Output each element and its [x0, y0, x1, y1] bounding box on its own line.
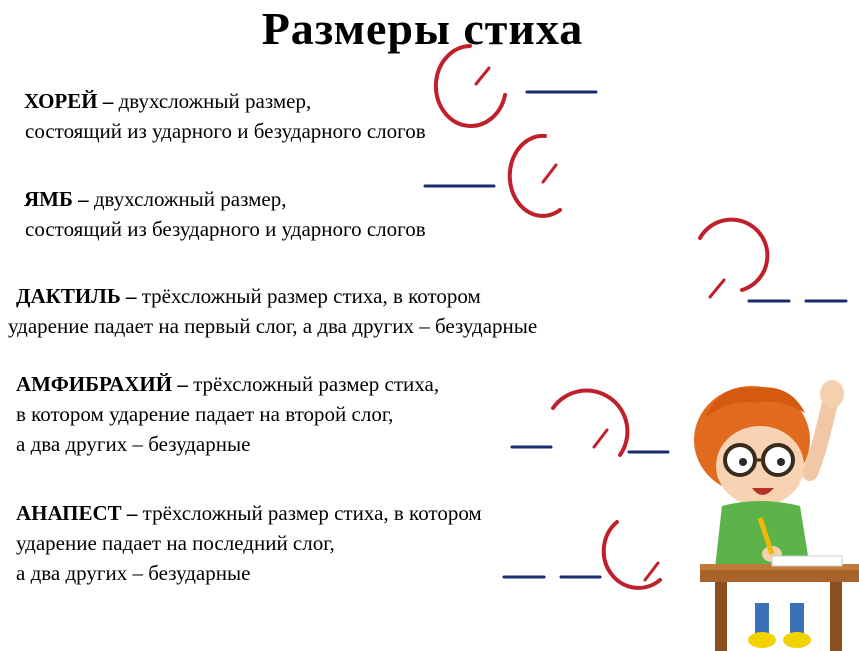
term-dash: – [97, 89, 119, 113]
boy-raising-hand-illustration [660, 378, 859, 651]
definition-line: трёхсложный размер стиха, в котором [142, 501, 482, 525]
definition-line: а два других – безударные [16, 561, 251, 585]
definition-line: ударение падает на последний слог, [16, 531, 335, 555]
definition-line: двухсложный размер, [93, 187, 287, 211]
stressed-syllable-mark [700, 220, 767, 297]
term-dash: – [172, 372, 194, 396]
term-daktil: ДАКТИЛЬ [16, 284, 121, 308]
term-dash: – [120, 284, 142, 308]
definition-line: состоящий из безударного и ударного слогов [25, 217, 426, 241]
stressed-syllable-mark [604, 522, 660, 588]
term-dash: – [121, 501, 143, 525]
definition-line: а два других – безударные [16, 432, 251, 456]
term-amfibrakhiy: АМФИБРАХИЙ [16, 372, 173, 396]
term-khorey: ХОРЕЙ [24, 89, 98, 113]
term-dash: – [72, 187, 94, 211]
definition-line: трёхсложный размер стиха, [193, 372, 440, 396]
definition-line: ударение падает на первый слог, а два других – безударные [8, 314, 538, 338]
definition-line: двухсложный размер, [118, 89, 312, 113]
definition-line: в котором ударение падает на второй слог, [16, 402, 394, 426]
stressed-syllable-mark [510, 136, 560, 216]
page-title: Размеры стиха [261, 3, 584, 54]
stressed-syllable-mark [436, 46, 505, 126]
stressed-syllable-mark [553, 391, 627, 455]
definition-line: состоящий из ударного и безударного слогов [25, 119, 426, 143]
term-anapest: АНАПЕСТ [16, 501, 122, 525]
definition-line: трёхсложный размер стиха, в котором [141, 284, 481, 308]
term-yamb: ЯМБ [24, 187, 73, 211]
